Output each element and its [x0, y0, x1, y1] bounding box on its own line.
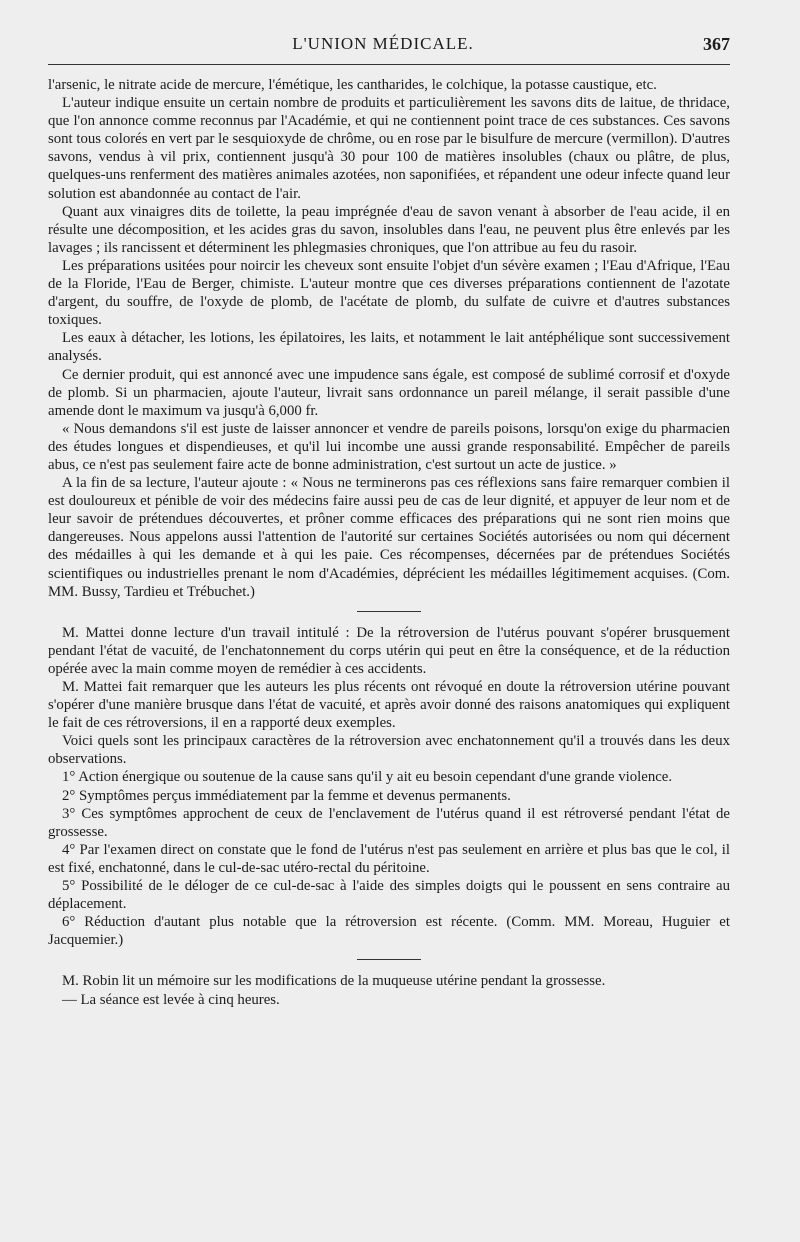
- page-header: [48, 30, 730, 60]
- paragraph: Ce dernier produit, qui est annoncé avec une impudence sans égale, est composé de sublimé corrosif et d'oxyde de plomb. Si un pharmacien, ajoute l'auteur, livrait sans ordonnance un pareil mélange, il serait passible d'une amende dont le maximum va jusqu'à 6,000 fr.: [48, 366, 730, 419]
- paragraph: A la fin de sa lecture, l'auteur ajoute : « Nous ne terminerons pas ces réflexions sans faire remarquer combien il est douloureux et pénible de voir des médecins faire aussi peu de cas de leur dignité, et appuyer de leur nom et de leur savoir de prétendues découvertes, et prôner comme efficaces des préparations qui ne sont rien moins que dangereuses. Nous appelons aussi l'attention de l'autorité sur certaines Sociétés autorisées ou nom qui décernent des médailles à qui les demande et à qui les paie. Ces récompenses, décernées par de prétendues Sociétés scientifiques ou industrielles prenant le nom d'Académies, déprécient les médailles légitimement acquises. (Com. MM. Bussy, Tardieu et Trébuchet.): [48, 475, 730, 600]
- paragraph: — La séance est levée à cinq heures.: [62, 991, 280, 1008]
- list-item: 2° Symptômes perçus immédiatement par la femme et devenus permanents.: [62, 787, 511, 804]
- list-item: 1° Action énergique ou soutenue de la cause sans qu'il y ait eu besoin cependant d'une grande violence.: [62, 769, 673, 786]
- paragraph: Quant aux vinaigres dits de toilette, la peau imprégnée d'eau de savon venant à absorber de l'eau acide, il en résulte une décomposition, et les acides gras du savon, insolubles dans l'eau, ne peuvent plus être enlevés par les lavages ; ils rancissent et déterminent les phlegmasies chroniques, que l'on attribue au feu du rasoir.: [48, 203, 730, 256]
- running-title: L'UNION MÉDICALE.: [292, 34, 474, 53]
- paragraph: « Nous demandons s'il est juste de laisser annoncer et vendre de pareils poisons, lorsqu'on exige du pharmacien des études longues et dispendieuses, et qu'il lui incombe une aussi grande responsabilité. Empêcher de pareils abus, ce n'est pas seulement faire acte de bonne administration, c'est surtout un acte de justice. »: [48, 420, 730, 473]
- paragraph: l'arsenic, le nitrate acide de mercure, l'émétique, les cantharides, le colchique, la potasse caustique, etc.: [48, 77, 657, 93]
- section-divider: [357, 611, 421, 612]
- paragraph: M. Robin lit un mémoire sur les modifications de la muqueuse utérine pendant la grossesse.: [62, 973, 606, 990]
- paragraph: Les eaux à détacher, les lotions, les épilatoires, les laits, et notamment le lait antéphélique sont successivement analysés.: [48, 330, 730, 365]
- page-number: 367: [703, 34, 730, 54]
- list-item: 4° Par l'examen direct on constate que le fond de l'utérus n'est pas seulement en arrière et plus bas que le col, il est fixé, enchatonné, dans le cul-de-sac utéro-rectal du péritoine.: [48, 841, 730, 876]
- paragraph: Voici quels sont les principaux caractères de la rétroversion avec enchatonnement qu'il a trouvés dans les deux observations.: [48, 733, 730, 768]
- paragraph: M. Mattei donne lecture d'un travail intitulé : De la rétroversion de l'utérus pouvant s'opérer brusquement pendant l'état de vacuité, de l'enchatonnement du corps utérin qui peut en être la conséquence, et de la réduction opérée avec la main comme moyen de remédier à ces accidents.: [48, 624, 730, 677]
- paragraph: Les préparations usitées pour noircir les cheveux sont ensuite l'objet d'un sévère examen ; l'Eau d'Afrique, l'Eau de la Floride, l'Eau de Berger, chimiste. L'auteur montre que ces diverses préparations contiennent de l'azotate d'argent, du souffre, de l'oxyde de plomb, de l'acétate de plomb, du sulfate de cuivre et d'autres substances toxiques.: [48, 257, 730, 329]
- article-body: [48, 76, 730, 1009]
- list-item: 6° Réduction d'autant plus notable que la rétroversion est récente. (Comm. MM. Moreau, Huguier et Jacquemier.): [48, 914, 730, 949]
- paragraph: L'auteur indique ensuite un certain nombre de produits et particulièrement les savons dits de laitue, de thridace, que l'on annonce comme reconnus par l'Académie, et qui ne contiennent point trace de ces substances. Ces savons sont tous colorés en vert par le sesquioxyde de chrôme, ou en rose par le bisulfure de mercure (vermillon). D'autres savons, vendus à vil prix, contiennent jusqu'à 30 pour 100 de matières insolubles (chaux ou plâtre, de plus, quelques-uns renferment des matières animales azotées, non saponifiées, et répandent une odeur infecte quand leur solution est abandonnée au contact de l'air.: [48, 95, 730, 202]
- list-item: 3° Ces symptômes approchent de ceux de l'enclavement de l'utérus quand il est rétroversé pendant l'état de grossesse.: [48, 805, 730, 840]
- header-rule: [48, 64, 730, 65]
- list-item: 5° Possibilité de le déloger de ce cul-de-sac à l'aide des simples doigts qui le poussent en sens contraire au déplacement.: [48, 878, 730, 913]
- paragraph: M. Mattei fait remarquer que les auteurs les plus récents ont révoqué en doute la rétroversion utérine pouvant s'opérer d'une manière brusque dans l'état de vacuité, et après avoir donné des raisons anatomiques qui expliquent le fait de ces rétroversions, il en a rapporté deux exemples.: [48, 679, 730, 732]
- section-divider: [357, 959, 421, 960]
